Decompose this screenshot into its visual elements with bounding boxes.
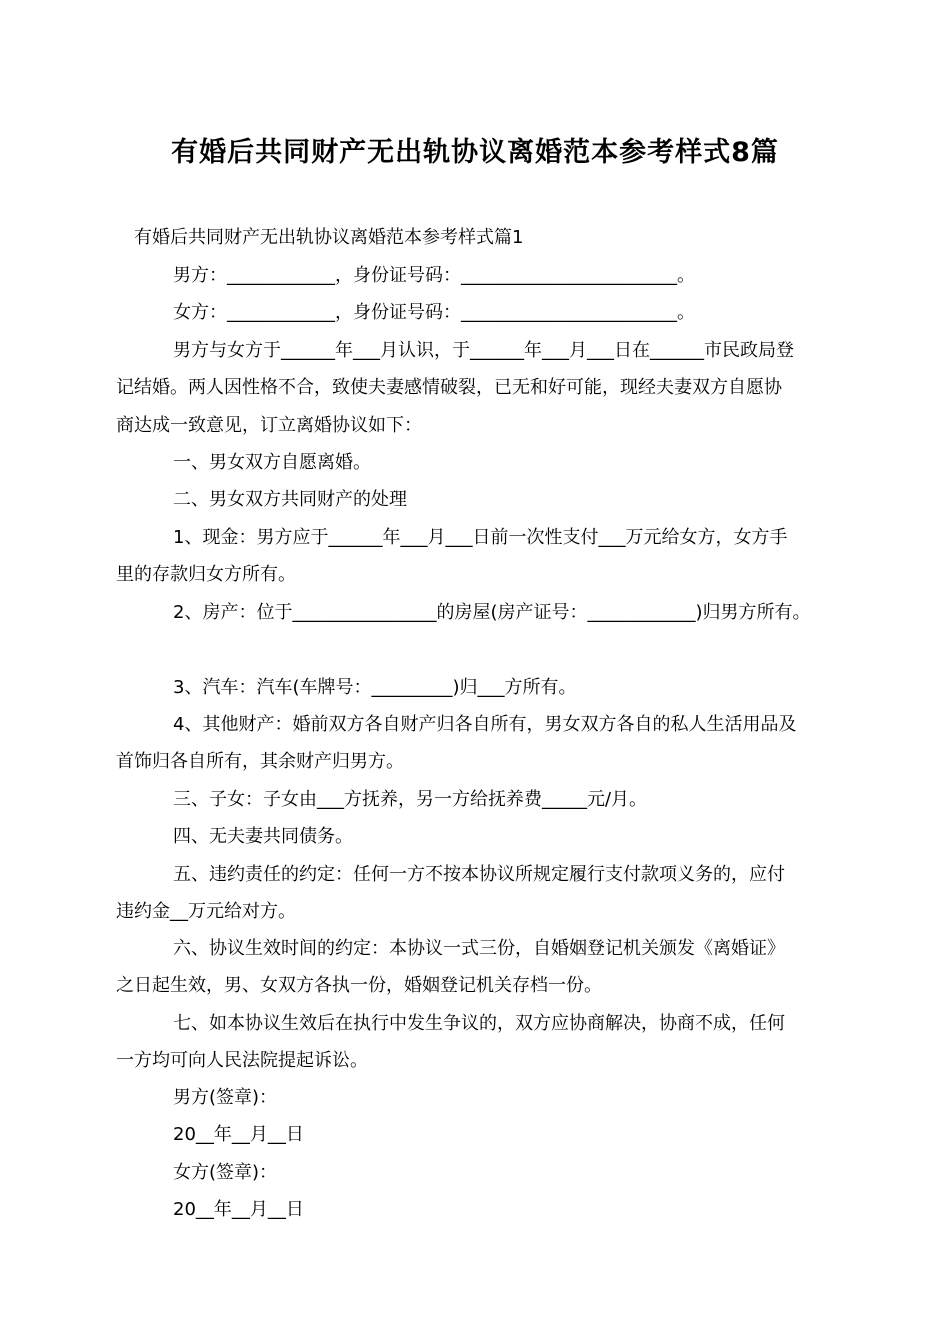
effective-line-1: 六、协议生效时间的约定：本协议一式三份，自婚姻登记机关颁发《离婚证》	[173, 938, 785, 959]
effective-line-2: 之日起生效，男、女双方各执一份，婚姻登记机关存档一份。	[116, 975, 602, 996]
section-subtitle: 有婚后共同财产无出轨协议离婚范本参考样式篇1	[134, 227, 524, 248]
dispute-line-1: 七、如本协议生效后在执行中发生争议的，双方应协商解决，协商不成，任何	[173, 1013, 785, 1034]
intro-paragraph-line-1: 男方与女方于______年___月认识，于______年___月___日在______市民政局登	[173, 340, 794, 361]
dispute-line-2: 一方均可向人民法院提起诉讼。	[116, 1050, 368, 1071]
clause-1: 一、男女双方自愿离婚。	[173, 452, 371, 473]
male-party-line: 男方：____________，身份证号码：________________________。	[173, 265, 695, 286]
intro-paragraph-line-2: 记结婚。两人因性格不合，致使夫妻感情破裂，已无和好可能，现经夫妻双方自愿协	[116, 377, 782, 398]
intro-paragraph-line-3: 商达成一致意见，订立离婚协议如下：	[116, 415, 422, 436]
property-clause: 2、房产：位于________________的房屋(房产证号：____________)归男方所有。	[173, 602, 811, 623]
other-property-line-2: 首饰归各自所有，其余财产归男方。	[116, 751, 404, 772]
debt-clause: 四、无夫妻共同债务。	[173, 826, 353, 847]
document-title: 有婚后共同财产无出轨协议离婚范本参考样式8篇	[171, 137, 779, 168]
liability-line-2: 违约金__万元给对方。	[116, 901, 296, 922]
clause-2-heading: 二、男女双方共同财产的处理	[173, 489, 407, 510]
male-signature-label: 男方(签章)：	[173, 1087, 278, 1108]
female-signature-date: 20__年__月__日	[173, 1199, 304, 1220]
male-signature-date: 20__年__月__日	[173, 1124, 304, 1145]
cash-clause-line-1: 1、现金：男方应于______年___月___日前一次性支付___万元给女方，女方手	[173, 527, 788, 548]
car-clause: 3、汽车：汽车(车牌号：_________)归___方所有。	[173, 677, 577, 698]
female-signature-label: 女方(签章)：	[173, 1162, 278, 1183]
liability-line-1: 五、违约责任的约定：任何一方不按本协议所规定履行支付款项义务的，应付	[173, 864, 785, 885]
other-property-line-1: 4、其他财产：婚前双方各自财产归各自所有，男女双方各自的私人生活用品及	[173, 714, 797, 735]
children-clause: 三、子女：子女由___方抚养，另一方给抚养费_____元/月。	[173, 789, 648, 810]
cash-clause-line-2: 里的存款归女方所有。	[116, 564, 296, 585]
female-party-line: 女方：____________，身份证号码：________________________。	[173, 302, 695, 323]
